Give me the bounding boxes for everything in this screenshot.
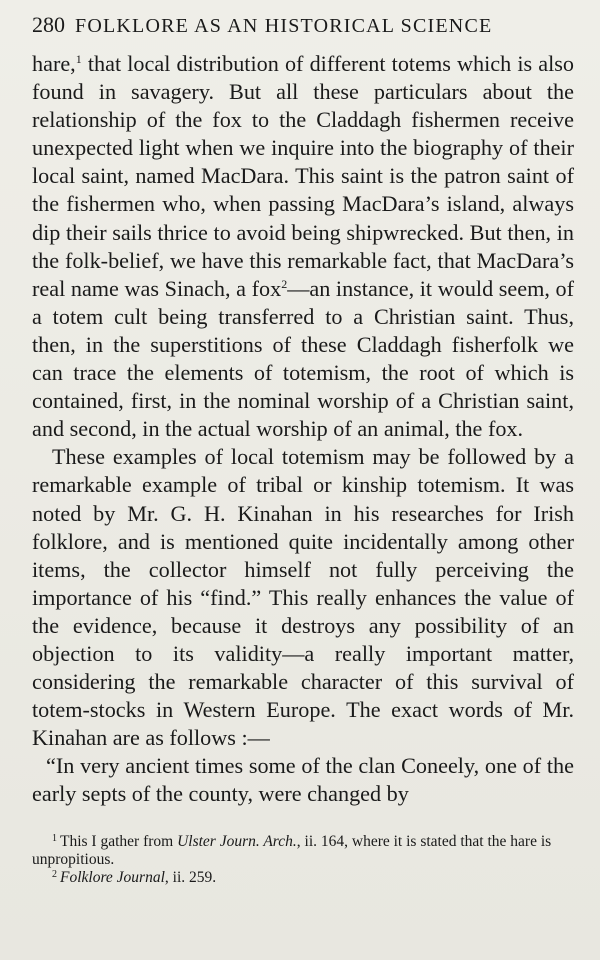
running-head xyxy=(32,12,574,48)
footnote-2 xyxy=(32,869,574,887)
paragraph-1 xyxy=(32,50,574,443)
page-number: 280 xyxy=(32,12,65,37)
footnote-2-mark: 2 xyxy=(52,868,57,880)
footnote-1-source: Ulster Journ. Arch. xyxy=(177,832,297,850)
footnote-1-text-after: , ii. 164, where it is stated that the hare is unpropitious. xyxy=(32,832,552,868)
running-title: FOLKLORE AS AN HISTORICAL SCIENCE xyxy=(75,15,493,37)
footnote-1-mark: 1 xyxy=(52,832,57,844)
footnote-1-text-before: This I gather from xyxy=(60,832,178,850)
footnote-2-source: Folklore Journal xyxy=(60,868,165,886)
footnotes xyxy=(32,833,574,887)
footnote-ref-1: 1 xyxy=(75,52,82,66)
paragraph-1-part-c: —an instance, it would seem, of a totem cult being transferred to a Christian saint. Thus, then, in the superstitions of these Claddagh fisherfolk we can trace the elements of totemism, the root of which is contained, first, in the nominal worship of a Christian saint, and second, in the actual worship of an animal, the fox. xyxy=(32,275,574,442)
paragraph-2: These examples of local totemism may be followed by a remarkable example of tribal or kinship totemism. It was noted by Mr. G. H. Kinahan in his researches for Irish folklore, and is mentioned quite incidentally among other items, the collector himself not fully perceiving the importance of his “find.” This really enhances the value of the evidence, because it destroys any possibility of an objection to its validity—a really important matter, considering the remarkable character of this survival of totem-stocks in Western Europe. The exact words of Mr. Kinahan are as follows :— xyxy=(32,444,574,751)
paragraph-1-part-a: hare, xyxy=(32,51,76,76)
paragraph-3-quotation: “In very ancient times some of the clan Coneely, one of the early septs of the county, were changed by xyxy=(32,753,574,807)
body-text xyxy=(32,50,574,809)
footnote-1 xyxy=(32,833,574,869)
footnote-2-text-after: , ii. 259. xyxy=(164,868,217,886)
footnote-ref-2: 2 xyxy=(281,276,288,291)
paragraph-1-part-b: that local distribution of different totems which is also found in savagery. But all these particulars about the relationship of the fox to the Claddagh fishermen receive unexpected light when we inquire into the biography of their local saint, named MacDara. This saint is the patron saint of the fishermen who, when passing MacDara’s island, always dip their sails thrice to avoid being shipwrecked. But then, in the folk-belief, we have this remarkable fact, that MacDara’s real name was Sinach, a fox xyxy=(32,51,574,301)
